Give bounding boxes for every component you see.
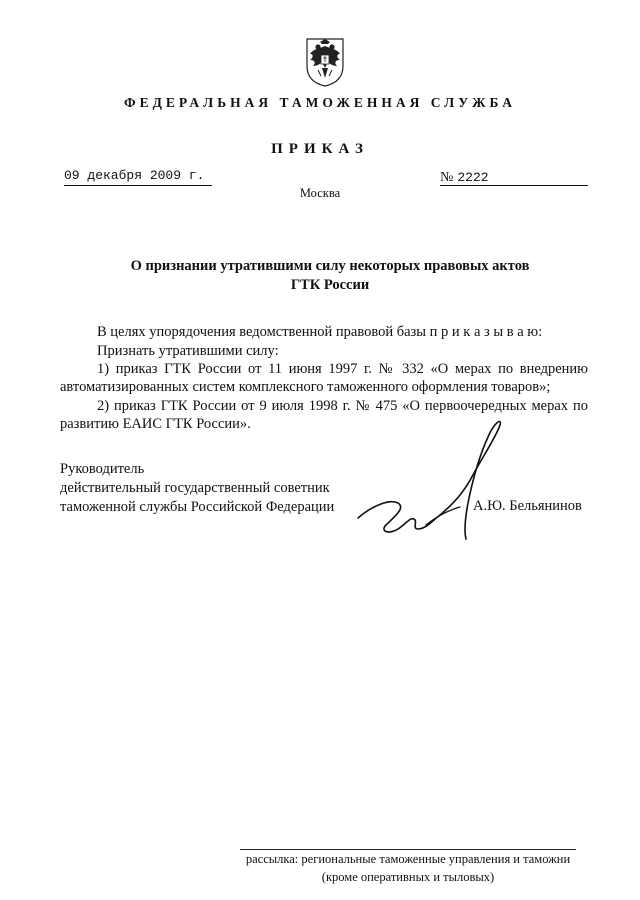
- title-line-2: ГТК России: [290, 277, 370, 293]
- item-1-line-1: 1) приказ ГТК России от 11 июня 1997 г. № 332 «О мерах по внедрению: [97, 361, 588, 377]
- item-2-line-2: развитию ЕАИС ГТК России».: [60, 416, 251, 432]
- number-sign: №: [440, 170, 454, 185]
- repeal-lead: Признать утратившими силу:: [97, 343, 279, 359]
- title-line-1: О признании утратившими силу некоторых правовых актов: [130, 258, 530, 274]
- distribution-line-2: (кроме оперативных и тыловых): [321, 870, 495, 884]
- city: Москва: [299, 186, 341, 200]
- position-line-1: Руководитель: [60, 461, 145, 477]
- position-line-3: таможенной службы Российской Федерации: [60, 499, 335, 515]
- double-headed-eagle-emblem: [303, 36, 347, 88]
- item-2-line-1: 2) приказ ГТК России от 9 июля 1998 г. № 475 «О первоочередных мерах по: [97, 398, 588, 414]
- distribution-divider: [240, 849, 576, 850]
- order-number-field: [440, 168, 588, 186]
- signatory-position: [60, 460, 334, 517]
- position-line-2: действительный государственный советник: [60, 480, 330, 496]
- agency-name: ФЕДЕРАЛЬНАЯ ТАМОЖЕННАЯ СЛУЖБА: [124, 95, 516, 110]
- order-date: 09 декабря 2009 г.: [64, 168, 212, 186]
- order-number: 2222: [457, 170, 489, 185]
- document-type: ПРИКАЗ: [271, 141, 369, 157]
- document-title: [80, 257, 580, 295]
- signatory-name: А.Ю. Бельянинов: [473, 498, 582, 514]
- intro-line: В целях упорядочения ведомственной правовой базы п р и к а з ы в а ю:: [97, 324, 543, 340]
- handwritten-signature: [348, 413, 528, 543]
- distribution-line-1: рассылка: региональные таможенные управления и таможни: [245, 852, 571, 866]
- item-1-line-2: автоматизированных систем комплексного таможенного оформления товаров»;: [60, 379, 551, 395]
